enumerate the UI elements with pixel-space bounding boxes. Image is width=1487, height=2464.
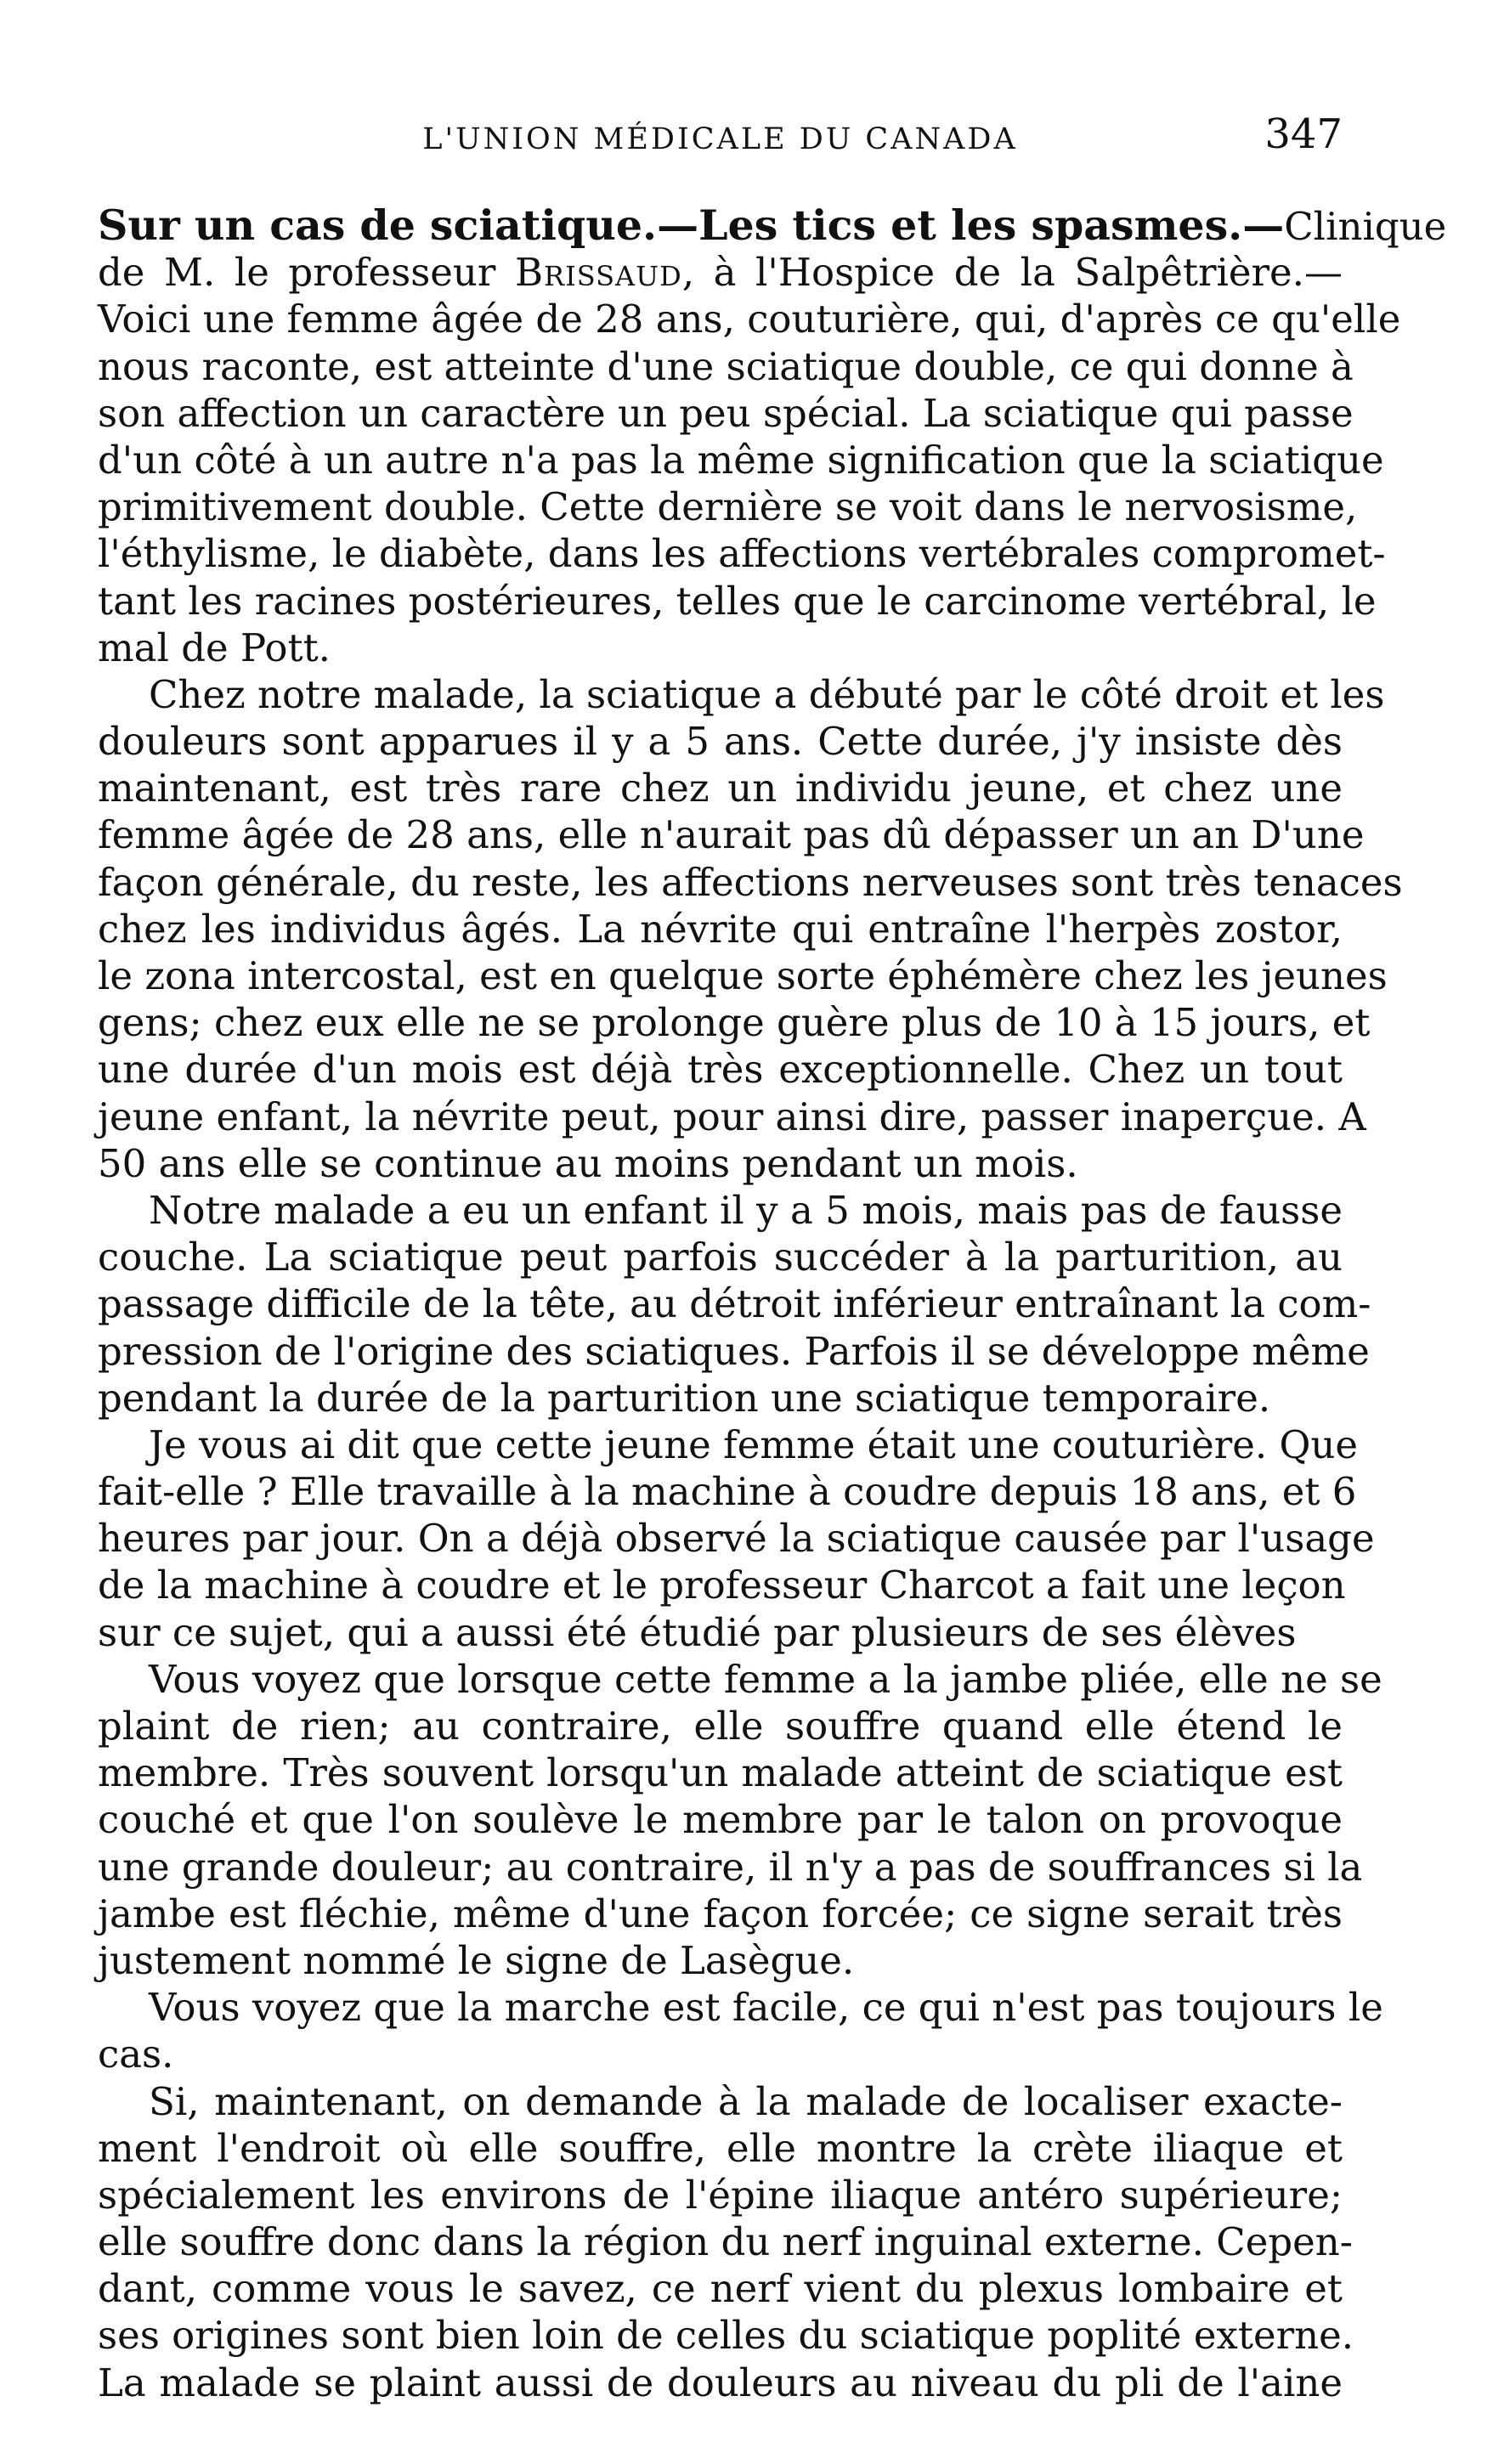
- text-line: Vous voyez que la marche est facile, ce qui n'est pas toujours le: [149, 1985, 1383, 2031]
- text-line: membre. Très souvent lorsqu'un malade atteint de sciatique est: [98, 1750, 1343, 1796]
- text-line: fait-elle ? Elle travaille à la machine à coudre depuis 18 ans, et 6: [98, 1469, 1357, 1515]
- text-line: justement nommé le signe de Lasègue.: [98, 1937, 855, 1983]
- text-line: elle souffre donc dans la région du nerf inguinal externe. Cepen-: [98, 2219, 1353, 2265]
- text-line: femme âgée de 28 ans, elle n'aurait pas dû dépasser un an D'une: [98, 812, 1365, 858]
- text-line: couché et que l'on soulève le membre par le talon on provoque: [98, 1797, 1343, 1843]
- byline-suffix: , à l'Hospice de la Salpêtrière.—: [681, 250, 1343, 296]
- text-line: une grande douleur; au contraire, il n'y a pas de souffrances si la: [98, 1844, 1363, 1890]
- document-page: [98, 110, 1447, 2406]
- text-line: pression de l'origine des sciatiques. Parfois il se développe même: [98, 1328, 1370, 1374]
- text-line: façon générale, du reste, les affections nerveuses sont très tenaces: [98, 859, 1403, 905]
- article-title-line: [98, 201, 1447, 250]
- text-line: Notre malade a eu un enfant il y a 5 mois, mais pas de fausse: [149, 1187, 1343, 1233]
- text-line: gens; chez eux elle ne se prolonge guère plus de 10 à 15 jours, et: [98, 1000, 1371, 1046]
- author-name: Brissaud: [514, 250, 682, 296]
- running-head: L'UNION MÉDICALE DU CANADA: [422, 122, 1018, 156]
- text-line: cas.: [98, 2032, 174, 2077]
- text-line: jambe est fléchie, même d'une façon forcée; ce signe serait très: [98, 1890, 1343, 1936]
- text-line: La malade se plaint aussi de douleurs au niveau du pli de l'aine: [98, 2359, 1343, 2405]
- article-title-rest: Clinique: [1284, 204, 1447, 249]
- text-line: dant, comme vous le savez, ce nerf vient du plexus lombaire et: [98, 2266, 1343, 2312]
- text-line: passage difficile de la tête, au détroit inférieur entraînant la com-: [98, 1281, 1371, 1327]
- text-line: Chez notre malade, la sciatique a débuté par le côté droit et les: [149, 671, 1385, 717]
- text-line: Si, maintenant, on demande à la malade de localiser exacte-: [149, 2078, 1343, 2124]
- text-line: spécialement les environs de l'épine iliaque antéro supérieure;: [98, 2172, 1343, 2218]
- text-line: une durée d'un mois est déjà très exceptionnelle. Chez un tout: [98, 1047, 1343, 1093]
- article-title: Sur un cas de sciatique.—Les tics et les spasmes.—: [98, 201, 1285, 250]
- text-line: d'un côté à un autre n'a pas la même signification que la sciatique: [98, 437, 1384, 483]
- text-line: pendant la durée de la parturition une sciatique temporaire.: [98, 1375, 1271, 1421]
- text-line: heures par jour. On a déjà observé la sciatique causée par l'usage: [98, 1516, 1375, 1562]
- text-line: ment l'endroit où elle souffre, elle montre la crète iliaque et: [98, 2125, 1343, 2171]
- text-line: le zona intercostal, est en quelque sorte éphémère chez les jeunes: [98, 953, 1388, 998]
- text-line: chez les individus âgés. La névrite qui entraîne l'herpès zostor,: [98, 906, 1343, 952]
- text-line: son affection un caractère un peu spécial. La sciatique qui passe: [98, 390, 1354, 436]
- text-line: jeune enfant, la névrite peut, pour ainsi dire, passer inaperçue. A: [98, 1094, 1366, 1139]
- text-line: Vous voyez que lorsque cette femme a la jambe pliée, elle ne se: [149, 1656, 1382, 1702]
- text-line: Je vous ai dit que cette jeune femme était une couturière. Que: [149, 1421, 1359, 1467]
- text-line: plaint de rien; au contraire, elle souffre quand elle étend le: [98, 1704, 1343, 1749]
- text-line: tant les racines postérieures, telles que le carcinome vertébral, le: [98, 578, 1377, 624]
- text-line: couche. La sciatique peut parfois succéder à la parturition, au: [98, 1235, 1343, 1280]
- text-line: mal de Pott.: [98, 624, 331, 670]
- byline-prefix: de M. le professeur: [98, 250, 515, 296]
- text-line: nous raconte, est atteinte d'une sciatique double, ce qui donne à: [98, 343, 1354, 389]
- text-line: 50 ans elle se continue au moins pendant un mois.: [98, 1140, 1078, 1186]
- page-number: 347: [1264, 110, 1343, 158]
- article-body: [98, 201, 1447, 2406]
- text-line: de la machine à coudre et le professeur Charcot a fait une leçon: [98, 1563, 1346, 1608]
- text-line: ses origines sont bien loin de celles du sciatique poplité externe.: [98, 2313, 1354, 2359]
- text-line: maintenant, est très rare chez un individu jeune, et chez une: [98, 766, 1343, 811]
- text-line: primitivement double. Cette dernière se voit dans le nervosisme,: [98, 484, 1358, 530]
- text-line: l'éthylisme, le diabète, dans les affections vertébrales compromet-: [98, 531, 1386, 577]
- text-line: sur ce sujet, qui a aussi été étudié par plusieurs de ses élèves: [98, 1609, 1297, 1655]
- page-header: [98, 110, 1343, 170]
- text-line: douleurs sont apparues il y a 5 ans. Cette durée, j'y insiste dès: [98, 719, 1343, 765]
- text-line: Voici une femme âgée de 28 ans, couturière, qui, d'après ce qu'elle: [98, 297, 1401, 342]
- article-byline: [98, 249, 1343, 296]
